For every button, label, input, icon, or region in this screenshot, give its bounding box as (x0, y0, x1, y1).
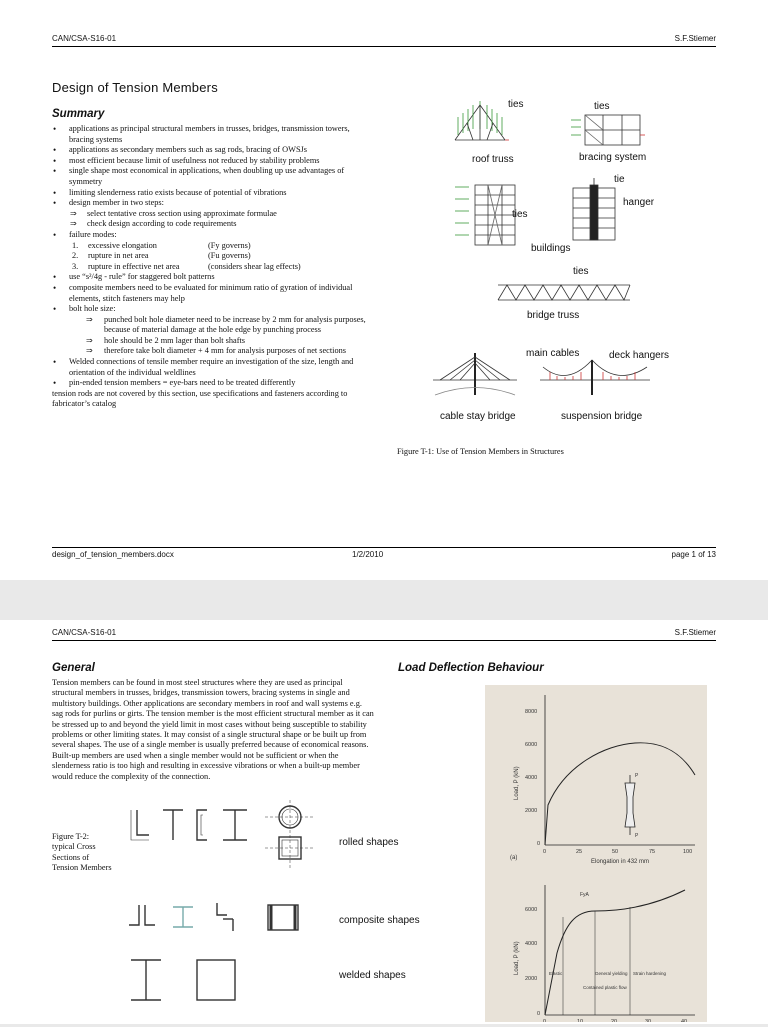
label-composite-shapes: composite shapes (339, 915, 420, 926)
label-ties: ties (508, 99, 524, 110)
graph-b-ytick: 2000 (525, 976, 538, 982)
footer-right: page 1 of 13 (671, 550, 716, 559)
graph-a-xtick: 25 (576, 849, 583, 855)
graph-a-xtick: 50 (612, 849, 619, 855)
load-deflection-photo (485, 685, 707, 1022)
list-item: • applications as principal structural members in trusses, bridges, transmission towers, bracing systems (52, 124, 372, 145)
list-item: • bolt hole size: (52, 304, 372, 315)
graph-a-ytick: 2000 (525, 808, 538, 814)
mode-text: rupture in effective net area (88, 261, 180, 271)
graph-b-general-yielding: General yielding (595, 971, 628, 976)
label-ties: ties (512, 209, 528, 220)
general-paragraph: Tension members can be found in most steel structures where they are used as principal structural members in trusses, bridges, transmission towers, bracing systems in single and multistory buildings. Other applications are secondary members in roof and wall systems e.g. sag rods for purlins or girts. The tension member is the most efficient structural member as it can be stressed up to and beyond the yield limit in most cases without being susceptible to stability problems or other limiting states. It may consist of a single structural shape or be built up from several shapes. The use of a single member is usually preferred because of economical reasons. Built-up members are used when a single member would not be sufficient or when the slenderness ratio is too high and resulting in excessive vibrations or when a built-up member would reduce the complexity of the connection. (52, 678, 374, 781)
roof-truss-drawing (455, 101, 509, 140)
graph-a-p-top: P (635, 773, 639, 779)
label-deck-hangers: deck hangers (609, 350, 670, 361)
graph-b-xtick: 10 (577, 1019, 584, 1022)
list-item: • single shape most economical in applications, when doubling up use advantages of symmetry (52, 166, 372, 187)
list-item: tension rods are not covered by this section, use specifications and fasteners according to fabricator’s catalog (52, 388, 348, 409)
header-left: CAN/CSA-S16-01 (52, 628, 117, 637)
bracing-system-drawing (571, 115, 645, 145)
page-header (52, 628, 716, 641)
graph-a-ytick: 6000 (525, 742, 538, 748)
list-item: • failure modes: (52, 230, 372, 241)
label-tie: tie (614, 174, 625, 185)
label-cable-stay-bridge: cable stay bridge (440, 411, 516, 422)
label-ties: ties (594, 101, 610, 112)
mode-gov: (Fy governs) (208, 240, 251, 250)
bridge-truss-drawing (498, 285, 630, 300)
footer-left: design_of_tension_members.docx (52, 550, 174, 559)
mode-num: 1. (72, 240, 79, 250)
label-welded-shapes: welded shapes (339, 970, 406, 981)
label-main-cables: main cables (526, 348, 580, 359)
building-right-drawing (573, 178, 615, 240)
header-right: S.F.Stiemer (674, 34, 716, 43)
label-rolled-shapes: rolled shapes (339, 837, 399, 848)
graph-b-strain-hardening: Strain hardening (633, 971, 667, 976)
graph-b-fya: FyA (580, 892, 589, 898)
list-item: • limiting slenderness ratio exists because of potential of vibrations (52, 188, 372, 199)
label-hanger: hanger (623, 197, 655, 208)
page-2 (0, 620, 768, 1024)
mode-num: 2. (72, 251, 79, 261)
list-item: • design member in two steps: (52, 198, 372, 209)
cable-stay-bridge-drawing (433, 353, 517, 395)
summary-list (52, 124, 372, 410)
list-item: hole should be 2 mm lager than bolt shafts (104, 335, 246, 345)
graph-b-ylabel: Load, P (kN) (514, 941, 520, 975)
structures-figure (395, 95, 695, 435)
mode-text: excessive elongation (88, 240, 157, 250)
mode-gov: (considers shear lag effects) (208, 261, 301, 271)
design-steps: ⇒ select tentative cross section using approximate formulae ⇒ check design according to code requirements (52, 209, 372, 230)
graph-a-xtick: 75 (649, 849, 656, 855)
label-ties: ties (573, 266, 589, 277)
page-title: Design of Tension Members (52, 80, 218, 95)
label-bridge-truss: bridge truss (527, 310, 580, 321)
label-buildings: buildings (531, 243, 571, 254)
figure-caption: Figure T-1: Use of Tension Members in Structures (397, 447, 564, 456)
graph-b-ytick: 0 (537, 1011, 541, 1017)
list-item: punched bolt hole diameter need to be increase by 2 mm for analysis purposes, because of material damage at the hole edge by punching process (104, 314, 366, 335)
figure-t2-caption: Figure T-2: typical Cross Sections of Tension Members (52, 832, 112, 873)
page-footer (52, 547, 716, 562)
header-left: CAN/CSA-S16-01 (52, 34, 117, 43)
suspension-bridge-drawing (540, 360, 650, 395)
graph-a-ytick: 8000 (525, 709, 538, 715)
graph-a-ylabel: Load, P (kN) (514, 766, 520, 800)
graph-a-p-bottom: P (635, 833, 639, 839)
graph-a-ytick: 4000 (525, 775, 538, 781)
welded-shapes-drawing (131, 960, 235, 1000)
label-bracing-system: bracing system (579, 152, 647, 163)
graph-b-xtick: 40 (681, 1019, 688, 1022)
graph-b-contained-flow: Contained plastic flow (583, 985, 627, 990)
list-item: select tentative cross section using approximate formulae (87, 208, 277, 218)
graph-a-tag: (a) (510, 855, 518, 861)
list-item: therefore take bolt diameter + 4 mm for analysis purposes of net sections (104, 346, 346, 356)
list-item: • most efficient because limit of usefulness not reduced by stability problems (52, 156, 372, 167)
graph-a-xlabel: Elongation in 432 mm (591, 859, 650, 865)
mode-gov: (Fu governs) (208, 251, 251, 261)
graph-b-ytick: 6000 (525, 907, 538, 913)
mode-num: 3. (72, 261, 79, 271)
load-deflection-graphs (485, 685, 707, 1022)
summary-heading: Summary (52, 108, 105, 120)
bolt-items: ⇒ punched bolt hole diameter need to be increase by 2 mm for analysis purposes, because of material damage at the hole edge by punching process ⇒ hole should be 2 mm lager than bolt shafts ⇒ therefore take bolt diameter + 4 mm for analysis purposes of net sections (52, 315, 372, 357)
list-item: • Welded connections of tensile member require an investigation of the size, length and orientation of the individual weldlines (52, 357, 372, 378)
graph-a-xtick: 100 (683, 849, 693, 855)
list-item: • composite members need to be evaluated for minimum ratio of gyration of individual elements, stitch fasteners may help (52, 283, 372, 304)
cross-sections-figure (125, 795, 325, 1020)
load-deflection-heading: Load Deflection Behaviour (398, 662, 544, 674)
label-suspension-bridge: suspension bridge (561, 411, 643, 422)
graph-b-xtick: 30 (645, 1019, 652, 1022)
label-roof-truss: roof truss (472, 154, 514, 165)
graph-b-xtick: 20 (611, 1019, 618, 1022)
page-header (52, 34, 716, 47)
failure-modes (52, 241, 372, 273)
footer-center: 1/2/2010 (352, 550, 384, 559)
graph-a-xtick: 0 (543, 849, 547, 855)
header-right: S.F.Stiemer (674, 628, 716, 637)
graph-b-xtick: 0 (543, 1019, 547, 1022)
mode-text: rupture in net area (88, 251, 149, 261)
general-heading: General (52, 662, 95, 674)
graph-a-ytick: 0 (537, 841, 541, 847)
building-left-drawing (455, 185, 515, 245)
rolled-shapes-drawing (131, 800, 315, 870)
list-item: • pin-ended tension members = eye-bars need to be treated differently (52, 378, 372, 389)
list-item: check design according to code requirements (87, 219, 237, 229)
graph-b-ytick: 4000 (525, 941, 538, 947)
graph-b-elastic: Elastic (549, 971, 563, 976)
list-item: • applications as secondary members such as sag rods, bracing of OWSJs (52, 145, 372, 156)
list-item: • use “s²/4g - rule” for staggered bolt patterns (52, 272, 372, 283)
composite-shapes-drawing (129, 903, 298, 931)
